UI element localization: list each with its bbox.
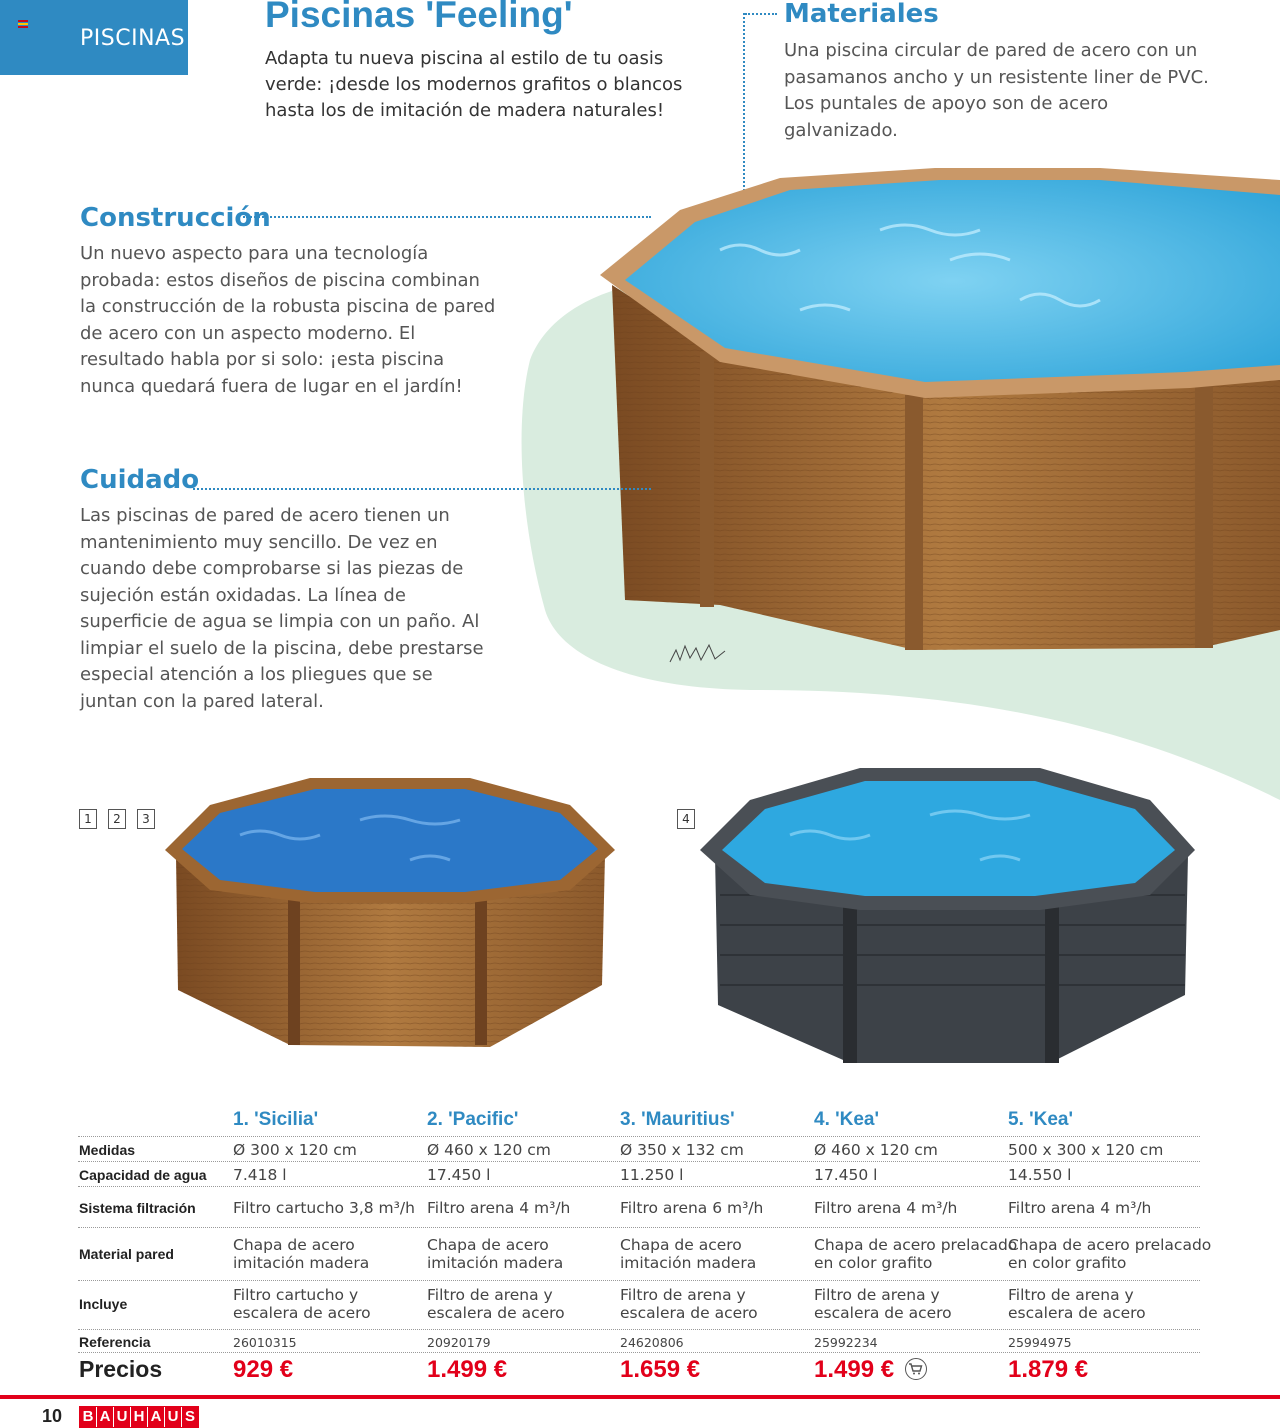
cell-material: Chapa de acero imitación madera bbox=[233, 1236, 370, 1272]
row-separator bbox=[78, 1161, 1200, 1162]
cell-referencia: 20920179 bbox=[427, 1335, 491, 1350]
col-header-mauritius: 3. 'Mauritius' bbox=[620, 1109, 735, 1130]
cell-referencia: 25992234 bbox=[814, 1335, 878, 1350]
marker-4: 4 bbox=[677, 809, 695, 829]
cell-capacidad: 7.418 l bbox=[233, 1166, 287, 1184]
row-label-precios: Precios bbox=[79, 1356, 163, 1382]
construccion-connector bbox=[243, 216, 651, 218]
cuidado-connector bbox=[193, 488, 651, 490]
bauhaus-logo: B A U H A U S bbox=[79, 1406, 199, 1428]
cell-capacidad: 17.450 l bbox=[814, 1166, 878, 1184]
row-label-capacidad: Capacidad de agua bbox=[79, 1167, 207, 1183]
price-pacific: 1.499 € bbox=[427, 1356, 508, 1383]
row-label-material: Material pared bbox=[79, 1246, 174, 1262]
section-tab bbox=[0, 0, 188, 75]
construccion-heading: Construcción bbox=[80, 203, 271, 233]
cuidado-text: Las piscinas de pared de acero tienen un mantenimiento muy sencillo. De vez en cuando debe comprobarse si las piezas de sujeción están oxidadas. La línea de superficie de agua se limpia con un paño. Al limpiar el suelo de la piscina, debe prestarse especial atención a los pliegues que se juntan con la pared lateral. bbox=[80, 505, 484, 712]
cell-medidas: Ø 350 x 132 cm bbox=[620, 1141, 744, 1159]
cell-material: Chapa de acero prelacado en color grafito bbox=[1008, 1236, 1212, 1272]
intro-text: Adapta tu nueva piscina al estilo de tu oasis verde: ¡desde los modernos grafitos o blancos hasta los de imitación de madera naturales! bbox=[265, 48, 683, 121]
cell-capacidad: 14.550 l bbox=[1008, 1166, 1072, 1184]
cell-medidas: Ø 460 x 120 cm bbox=[427, 1141, 551, 1159]
cell-referencia: 25994975 bbox=[1008, 1335, 1072, 1350]
construccion-text: Un nuevo aspecto para una tecnología probada: estos diseños de piscina combinan la construcción de la robusta piscina de pared de acero con un aspecto moderno. El resultado habla por si solo: ¡esta piscina nunca quedará fuera de lugar en el jardín! bbox=[80, 243, 496, 397]
marker-3: 3 bbox=[137, 809, 155, 829]
marker-2: 2 bbox=[108, 809, 126, 829]
row-label-medidas: Medidas bbox=[79, 1142, 136, 1158]
price-kea-round: 1.499 € bbox=[814, 1356, 895, 1383]
col-header-pacific: 2. 'Pacific' bbox=[427, 1109, 519, 1130]
cell-material: Chapa de acero imitación madera bbox=[620, 1236, 757, 1272]
materiales-heading: Materiales bbox=[784, 0, 939, 29]
cell-capacidad: 17.450 l bbox=[427, 1166, 491, 1184]
cell-filtracion: Filtro arena 4 m³/h bbox=[427, 1199, 571, 1217]
section-label: PISCINAS bbox=[80, 26, 186, 51]
cell-filtracion: Filtro arena 4 m³/h bbox=[1008, 1199, 1152, 1217]
graphite-pool-image bbox=[700, 765, 1200, 1065]
col-header-sicilia: 1. 'Sicilia' bbox=[233, 1109, 319, 1130]
shopping-cart-icon bbox=[905, 1358, 927, 1380]
cell-material: Chapa de acero imitación madera bbox=[427, 1236, 564, 1272]
cell-filtracion: Filtro cartucho 3,8 m³/h bbox=[233, 1199, 415, 1217]
row-separator bbox=[78, 1186, 1200, 1187]
cell-filtracion: Filtro arena 4 m³/h bbox=[814, 1199, 958, 1217]
wood-pool-image bbox=[160, 775, 620, 1055]
price-kea-oval: 1.879 € bbox=[1008, 1356, 1089, 1383]
cell-incluye: Filtro de arena y escalera de acero bbox=[1008, 1286, 1146, 1322]
col-header-kea-round: 4. 'Kea' bbox=[814, 1109, 880, 1130]
row-label-filtracion: Sistema filtración bbox=[79, 1200, 196, 1216]
row-label-referencia: Referencia bbox=[79, 1334, 151, 1350]
row-separator bbox=[78, 1227, 1200, 1228]
cell-incluye: Filtro de arena y escalera de acero bbox=[427, 1286, 565, 1322]
page-number: 10 bbox=[42, 1406, 63, 1426]
cell-medidas: Ø 300 x 120 cm bbox=[233, 1141, 357, 1159]
cuidado-heading: Cuidado bbox=[80, 465, 200, 495]
cell-referencia: 24620806 bbox=[620, 1335, 684, 1350]
cell-filtracion: Filtro arena 6 m³/h bbox=[620, 1199, 764, 1217]
cell-incluye: Filtro cartucho y escalera de acero bbox=[233, 1286, 371, 1322]
marker-1: 1 bbox=[79, 809, 97, 829]
cell-capacidad: 11.250 l bbox=[620, 1166, 684, 1184]
materiales-connector-h bbox=[745, 13, 777, 15]
row-separator bbox=[78, 1329, 1200, 1330]
row-separator bbox=[78, 1352, 1200, 1353]
price-sicilia: 929 € bbox=[233, 1356, 294, 1383]
footer-bar bbox=[0, 1395, 1280, 1399]
cell-medidas: Ø 460 x 120 cm bbox=[814, 1141, 938, 1159]
price-mauritius: 1.659 € bbox=[620, 1356, 701, 1383]
row-separator bbox=[78, 1280, 1200, 1281]
cell-medidas: 500 x 300 x 120 cm bbox=[1008, 1141, 1164, 1159]
row-label-incluye: Incluye bbox=[79, 1296, 128, 1312]
cell-material: Chapa de acero prelacado en color grafito bbox=[814, 1236, 1018, 1272]
col-header-kea-oval: 5. 'Kea' bbox=[1008, 1109, 1074, 1130]
flag-icon bbox=[18, 20, 28, 27]
cell-incluye: Filtro de arena y escalera de acero bbox=[620, 1286, 758, 1322]
row-separator bbox=[78, 1136, 1200, 1137]
page-title: Piscinas 'Feeling' bbox=[265, 0, 573, 35]
cell-referencia: 26010315 bbox=[233, 1335, 297, 1350]
materiales-text: Una piscina circular de pared de acero con un pasamanos ancho y un resistente liner de PVC. Los puntales de apoyo son de acero galvanizado. bbox=[784, 40, 1209, 141]
cell-incluye: Filtro de arena y escalera de acero bbox=[814, 1286, 952, 1322]
